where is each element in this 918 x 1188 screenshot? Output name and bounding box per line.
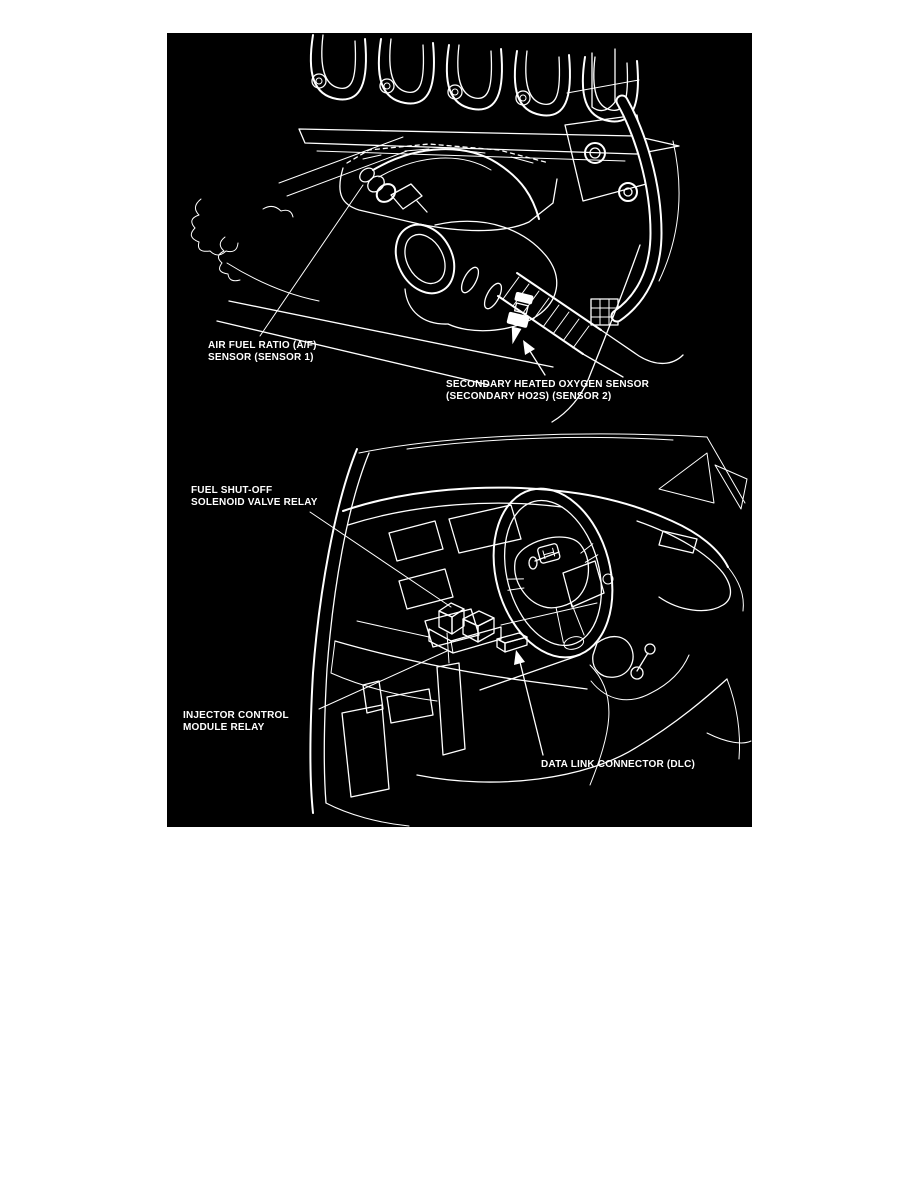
label-injector-relay xyxy=(183,710,289,733)
intake-runners xyxy=(311,35,638,122)
label-secondary-ho2s xyxy=(446,379,649,402)
dlc-arrow xyxy=(514,650,543,755)
passenger-dash xyxy=(637,465,747,611)
component-location-diagram xyxy=(167,33,752,827)
label-air-fuel-sensor-line2: SENSOR (SENSOR 1) xyxy=(208,351,314,363)
injector-leader-line xyxy=(319,651,447,709)
engine-bay-drawing xyxy=(191,35,683,422)
label-fuel-shutoff-relay-line1: FUEL SHUT-OFF xyxy=(191,485,273,496)
engine-block-detail xyxy=(191,199,319,301)
label-air-fuel-sensor xyxy=(208,340,317,363)
label-secondary-ho2s-line1: SECONDARY HEATED OXYGEN SENSOR xyxy=(446,379,650,390)
steering-wheel xyxy=(476,475,631,671)
label-secondary-ho2s-line2: (SECONDARY HO2S) (SENSOR 2) xyxy=(446,390,612,402)
fuel-shutoff-leader-line xyxy=(310,512,451,607)
label-injector-relay-line1: INJECTOR CONTROL xyxy=(183,710,289,721)
support-beam xyxy=(299,129,679,161)
under-dash-rail xyxy=(501,603,597,625)
dash-top xyxy=(343,488,728,567)
label-dlc xyxy=(541,759,695,771)
catalytic-converter xyxy=(384,215,556,331)
label-dlc-line1: DATA LINK CONNECTOR (DLC) xyxy=(541,759,696,770)
ho2s-arrow xyxy=(523,340,545,375)
label-fuel-shutoff-relay-line2: SOLENOID VALVE RELAY xyxy=(191,496,318,508)
center-console xyxy=(480,637,689,700)
label-fuel-shutoff-relay xyxy=(191,485,318,508)
label-injector-relay-line2: MODULE RELAY xyxy=(183,721,265,733)
under-dash-rail xyxy=(357,621,429,637)
label-air-fuel-sensor-line1: AIR FUEL RATIO (A/F) xyxy=(208,340,317,351)
instrument-panels xyxy=(389,505,521,647)
figure-panel xyxy=(167,33,752,827)
